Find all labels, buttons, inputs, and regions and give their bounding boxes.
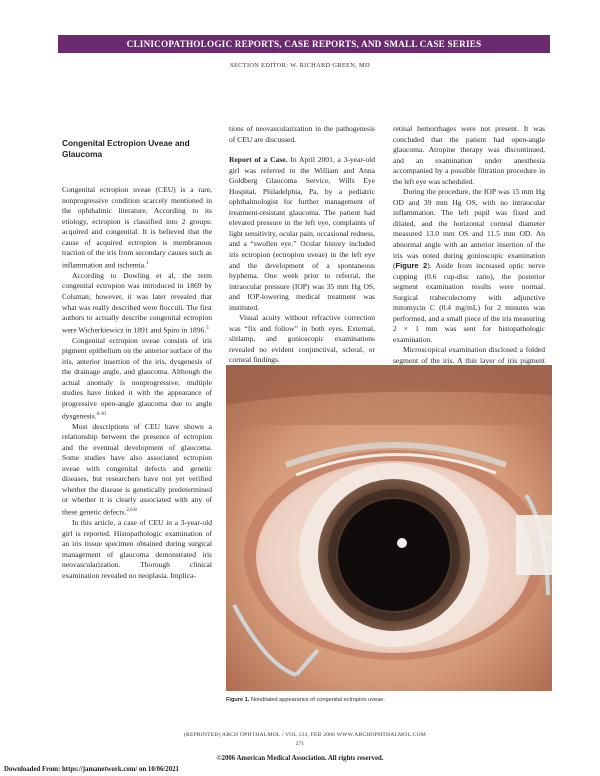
paragraph: Microscopical examination disclosed a folded segment of the iris. A thin layer of iris pigment: [393, 345, 545, 387]
caption-text: Nondilated appearance of congenital ectropion uveae.: [250, 697, 385, 703]
figure-caption: [226, 697, 552, 703]
figure-2-reference[interactable]: Figure 2: [395, 261, 428, 271]
eye-illustration: [226, 365, 552, 691]
paragraph: According to Dowling et al, the term congenital ectropion was introduced in 1869 by Colsman; however, it was later revealed that what was really described were flocculi. The first authors to actually describe congenital ectropion were Wicherkiewicz in 1891 and Spiro in 1896.$^5$: [62, 270, 212, 335]
paragraph: Report of a Case. In April 2001, a 3-year-old girl was referred to the William and Anna Goldberg Glaucoma Service, Wills Eye Hospital, Philadelphia, Pa, by a pediatric ophthalmologist for further management of treatment-resistant glaucoma. The patient had elevated pressure in the left eye, complaints of light sensitivity, ocular pain, occasional redness, and a “swollen eye.” Ocular history included iris ectropion (ectropion uveae) in the left eye and the development of a spontaneous hyphema. One week prior to referral, the intraocular pressure (IOP) was 35 mm Hg OS, and IOP-lowering medical treatment was instituted.: [229, 155, 375, 312]
section-header-bar: CLINICOPATHOLOGIC REPORTS, CASE REPORTS, AND SMALL CASE SERIES: [58, 35, 550, 53]
article-title: Congenital Ectropion Uveae and Glaucoma: [62, 138, 190, 159]
download-stamp: Downloaded From: https://jamanetwork.com/ on 10/06/2021: [4, 766, 179, 773]
page-number: 271: [295, 741, 305, 747]
paragraph: Congenital ectropion uveae consists of iris pigment epithelium on the anterior surface of the iris, anterior insertion of the iris, dysgenesis of the drainage angle, and glaucoma. Although the actual anomaly is nonprogressive, multiple studies have linked it with the appearance of progressive open-angle glaucoma due to angle dysgenesis.$^{6-10}$: [62, 335, 212, 421]
paragraph: In this article, a case of CEU in a 3-year-old girl is reported. Histopathologic examination of an iris tissue specimen obtained during surgical management of glaucoma demonstrated iris neovascularization. Thorough clinical examination revealed no neoplasia. Implica-: [62, 518, 212, 580]
section-editor: SECTION EDITOR: W. RICHARD GREEN, MD: [230, 62, 370, 69]
caption-label: Figure 1.: [226, 697, 250, 703]
paragraph: retinal hemorrhages were not present. It was concluded that the patient had open-angle glaucoma. Atropine therapy was discontinued, and an examination under anesthesia accompanied by a possible filtration procedure in the left eye was scheduled.: [393, 124, 545, 186]
column-3: [393, 124, 545, 388]
figure-1-photo: [226, 365, 552, 691]
case-heading: Report of a Case.: [229, 155, 288, 165]
journal-footer: (REPRINTED) ARCH OPHTHALMOL / VOL 124, FEB 2006 WWW.ARCHOPHTHALMOL.COM: [183, 732, 427, 738]
paragraph: Most descriptions of CEU have shown a relationship between the presence of ectropion and the eventual development of glaucoma. Some studies have also associated ectropion uveae with congenital defects and genetic diseases, but researchers have not yet verified whether the disease is genetically predetermined or whether it is clearly associated with any of these genetic defects.$^{2,6-8}$: [62, 421, 212, 517]
copyright-notice: ©2006 American Medical Association. All rights reserved.: [216, 755, 384, 762]
paragraph: Visual acuity without refractive correction was “fix and follow” in both eyes. External, slitlamp, and gonioscopic examinations revealed no evident conjunctival, scleral, or corneal findings.: [229, 313, 375, 365]
paragraph: tions of neovascularization in the pathogenesis of CEU are discussed.: [229, 124, 375, 144]
paragraph: Congenital ectropion uveae (CEU) is a rare, nonprogressive condition scarcely mentioned in the ophthalmic literature. According to its etiology, ectropion is classified into 2 groups: acquired and congenital. It is believed that the cause of acquired ectropion is membranous traction of the iris from secondary causes such as inflammation and ischemia.$^1$: [62, 185, 212, 270]
column-1: [62, 185, 212, 581]
paragraph: During the procedure, the IOP was 15 mm Hg OD and 39 mm Hg OS, with no intraocular inflammation. The left pupil was fixed and dilated, and the horizontal corneal diameter measured 13.0 mm OS and 11.5 mm OD. An abnormal angle with an anterior insertion of the iris was noted during gonioscopic examination (Figure 2). Aside from increased optic nerve cupping (0.6 cup-disc ratio), the posterior segment examination results were normal. Surgical trabeculectomy with adjunctive mitomycin C (0.4 mg/mL) for 2 minutes was performed, and a small piece of the iris measuring 2 × 1 mm was sent for histopathologic examination.: [393, 187, 545, 344]
